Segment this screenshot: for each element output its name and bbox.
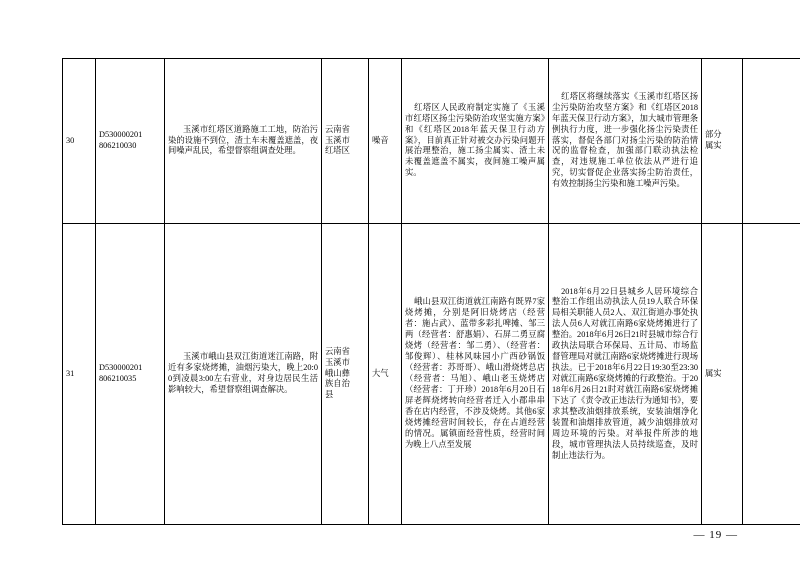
- row-content-cell: 玉溪市红塔区道路施工工地，防治污染的设施不到位，渣土车未覆盖遮盖，夜间噪声乱民，希望督察组调查处理。: [165, 59, 322, 224]
- row-number-cell: 31: [63, 224, 96, 525]
- code-line-2: 806210035: [99, 374, 137, 383]
- row-content-cell: 玉溪市峨山县双江街道迷江南路，附近有多家烧烤摊，油烟污染大，晚上20:00到凌晨3:00左右营业，对身边居民生活影响较大，希望督察组调查解决。: [165, 224, 322, 525]
- code-line-1: D530000201: [99, 130, 143, 140]
- row-handling-cell: 红塔区人民政府制定实施了《玉溪市红塔区扬尘污染防治攻坚实施方案》和《红塔区2018年蓝天保卫行动方案》，目前真正针对被交办污染问题开展治理整治，施工扬尘属实、渣土未未覆盖遮盖不属实，夜间施工噪声属实。: [402, 59, 549, 224]
- row-pollution-type-cell: 大气: [369, 224, 402, 525]
- row-status-cell: 部分 属实: [702, 59, 743, 224]
- row-number-cell: 30: [63, 59, 96, 224]
- row-code-cell: [96, 59, 165, 224]
- table-row: [63, 59, 800, 224]
- row-region-cell: 云南省 玉溪市 峨山彝 族自治 县: [322, 224, 369, 525]
- row-handling-cell: 峨山县双江街道就江南路有既界7家烧烤摊，分别是阿旧烧烤店（经营者：施占武）、蓝带多彩扎啤摊、邹三两（经营者：舒惠娟）、石屏二勇豆腐烧烤（经营者：邹二勇）、（经营者：邹俊辉）、桂林风味园小广西砂锅饭（经营者：苏哥哥）、峨山滑烧烤总店（经营者：马旭）、峨山老玉烧烤店（经营者：丁开珍）2018年6月20日石屏老辉烧烤转向经营者迁入小郡串串香在店内经营，不涉及烧烤。其他6家烧烤摊经营时间较长，存在占道经营的情况。属镇面经营性质，经营时间为晚上八点至发展: [402, 224, 549, 525]
- complaint-handling-table: [62, 58, 800, 525]
- row-remark-cell: [743, 59, 800, 224]
- row-remark-cell: [743, 224, 800, 525]
- page-number: — 19 —: [693, 529, 738, 541]
- row-region-cell: 云南省 玉溪市 红塔区: [322, 59, 369, 224]
- row-result-cell: 2018年6月22日县城乡人居环境综合整治工作组出动执法人员19人联合环保局相关职能人员2人、双江街道办事处执法人员6人对就江南路6家烧烤摊进行了整治。2018年6月26日21时县城市综合行政执法局联合环保局、五计局、市场监督管理局对就江南路6家烧烤摊进行现场执法。已于2018年6月22日19:30至23:30对就江南路6家烧烤摊的行政整治。于2018年6月26日21时对就江南路6家烧烤摊下达了《责令改正违法行为通知书》，要求其整改油烟排放系统，安装油烟净化装置和油烟排放管道，减少油烟排放对周边环境的污染。对举报件所涉的地段，城市管理执法人员持续巡查，及时制止违法行为。: [549, 224, 702, 525]
- code-line-1: D530000201: [99, 363, 143, 373]
- table-row: [63, 224, 800, 525]
- row-pollution-type-cell: 噪音: [369, 59, 402, 224]
- code-line-2: 806210030: [99, 141, 137, 150]
- row-status-cell: 属实: [702, 224, 743, 525]
- row-code-cell: [96, 224, 165, 525]
- row-result-cell: 红塔区将继续落实《玉溪市红塔区扬尘污染防治攻坚方案》和《红塔区2018年蓝天保卫行动方案》，加大城市管理条例执行力度，进一步强化扬尘污染责任落实，督促各部门对扬尘污染的防治情况的监督检查，加强部门联动执法检查，对违规施工单位依法从严进行追究，切实督促企业落实扬尘防治责任，有效控制扬尘污染和施工噪声污染。: [549, 59, 702, 224]
